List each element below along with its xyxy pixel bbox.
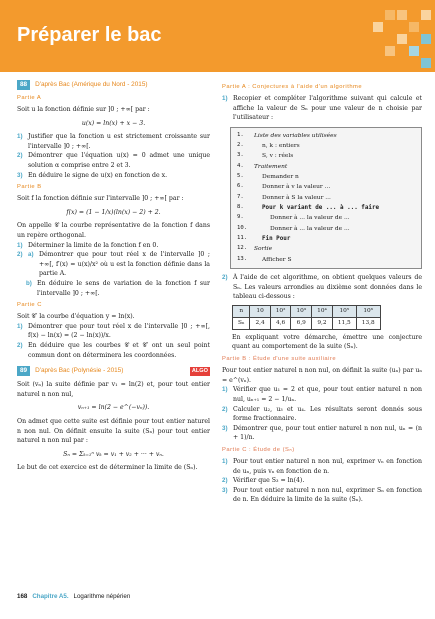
question-1: 1) Vérifier que u₁ = 2 et que, pour tout entier naturel n non nul, uₙ₊₁ = 2 − 1/uₙ. [222, 386, 422, 403]
question-1: 1) Déterminer la limite de la fonction f en 0. [17, 241, 159, 249]
grid-decoration [335, 0, 435, 72]
table-row: n 10 10² 10³ 10⁴ 10⁵ 10⁶ [233, 305, 381, 317]
intro-text: Soit 𝒞′ la courbe d'équation y = ln(x). [17, 313, 135, 321]
algo-line: 6. Donner à v la valeur ... [237, 183, 331, 191]
intro-text: Soit f la fonction définie sur l'intervalle ]0 ; +∞[ par : [17, 195, 184, 203]
page-header [0, 0, 435, 72]
exercise-88-header [17, 80, 210, 90]
question-1: 1) Recopier et compléter l'algorithme suivant qui calcule et affiche la valeur de Sₙ pour une valeur de n choisie par l'utilisateur : [222, 94, 422, 122]
part-b-heading: Partie B : Étude d'une suite auxiliaire [222, 356, 337, 363]
algo-line: 12. Sortie [237, 245, 273, 253]
algo-line: 11. Fin Pour [237, 235, 291, 243]
equation: f(x) = (1 − 1/x)(ln(x) − 2) + 2. [66, 208, 161, 216]
exercise-89-header [17, 366, 210, 376]
page-number: 168 [17, 593, 28, 600]
algo-line: 7. Donner à S la valeur ... [237, 193, 331, 201]
page-title: Préparer le bac [17, 24, 162, 46]
equation: Sₙ = Σₖ₌₁ⁿ vₖ = v₁ + v₂ + ··· + vₙ. [63, 450, 164, 458]
values-table [232, 305, 381, 330]
algorithm-box [230, 127, 422, 269]
question-2: 2) En déduire que les courbes 𝒞 et 𝒞′ ont un seul point commun dont on déterminera les coordonnées. [17, 342, 210, 359]
algo-line: 13. Afficher S [237, 255, 292, 263]
page-footer [17, 593, 130, 600]
equation: vₙ₊₁ = ln(2 − e^(−vₙ)). [77, 404, 150, 412]
question-1: 1) Pour tout entier naturel n non nul, exprimer vₙ en fonction de uₙ, puis vₙ en fonction de n. [222, 457, 422, 475]
algo-line: 5. Demander n [237, 173, 299, 181]
part-b-heading: Partie B [17, 184, 42, 191]
algo-line: 2. n, k : entiers [237, 142, 300, 150]
algo-line: 10. Donner à ... la valeur de ... [237, 224, 350, 232]
chapter-title: Logarithme népérien [73, 593, 131, 600]
body-text: En expliquant votre démarche, émettre une conjecture quant au comportement de la suite (Sₙ). [232, 333, 422, 351]
question-2: 2) À l'aide de cet algorithme, on obtient quelques valeurs de Sₙ. Les valeurs arrondies au dixième sont données dans le tableau ci-dessous : [222, 274, 422, 301]
goal-text: Le but de cet exercice est de déterminer la limite de (Sₙ). [17, 464, 198, 472]
part-a-heading: Partie A : Conjectures à l'aide d'un algorithme [222, 84, 363, 90]
exercise-title: D'après Bac (Polynésie - 2015) [35, 367, 124, 375]
algo-line: 8. Pour k variant de ... à ... faire [237, 204, 380, 212]
exercise-number: 89 [17, 366, 30, 376]
part-c-heading: Partie C : Étude de (Sₙ) [222, 446, 295, 453]
chapter-label: Chapitre A5. [32, 593, 69, 600]
question-1: 1) Justifier que la fonction u est strictement croissante sur l'intervalle ]0 ; +∞[. [17, 133, 210, 150]
question-2b: b) En déduire le sens de variation de la fonction f sur l'intervalle ]0 ; +∞[. [26, 280, 210, 297]
exercise-number: 88 [17, 80, 30, 90]
body-text: On admet que cette suite est définie pour tout entier naturel n non nul. On définit ensuite la suite (Sₙ) pour tout entier naturel n non nul par : [17, 418, 210, 445]
question-3: 3) En déduire le signe de u(x) en fonction de x. [17, 171, 168, 179]
algo-line: 1. Liste des variables utilisées [237, 131, 337, 139]
exercise-title: D'après Bac (Amérique du Nord - 2015) [35, 81, 148, 88]
algo-line: 4. Traitement [237, 162, 288, 170]
equation: u(x) = ln(x) + x − 3. [81, 119, 146, 127]
left-column [17, 80, 210, 473]
intro-text: Soit u la fonction définie sur ]0 ; +∞[ par : [17, 105, 150, 113]
algo-badge: ALGO [191, 367, 208, 374]
question-3: 3) Pour tout entier naturel n non nul, exprimer Sₙ en fonction de n. En déduire la limite de la suite (Sₙ). [222, 486, 422, 504]
table-row: Sₙ 2,4 4,6 6,9 9,2 11,5 13,8 [233, 317, 381, 329]
intro-text: Soit (vₙ) la suite définie par v₁ = ln(2) et, pour tout entier naturel n non nul, [17, 381, 210, 398]
part-a-heading: Partie A [17, 94, 42, 101]
right-column [222, 80, 422, 505]
question-2a: 2) a) Démontrer que pour tout réel x de l'intervalle ]0 ; +∞[, f′(x) = u(x)/x² où u est la fonction définie dans la partie A. [17, 251, 210, 278]
question-1: 1) Démontrer que pour tout réel x de l'intervalle ]0 ; +∞[, f(x) − ln(x) = (2 − ln(x))/x. [17, 322, 210, 340]
part-c-heading: Partie C [17, 302, 42, 309]
body-text: On appelle 𝒞 la courbe représentative de la fonction f dans un repère orthogonal. [17, 222, 210, 239]
question-2: 2) Calculer u₂, u₃ et u₄. Les résultats seront donnés sous forme fractionnaire. [222, 405, 422, 423]
algo-line: 9. Donner à ... la valeur de ... [237, 214, 350, 222]
question-2: 2) Vérifier que S₃ = ln(4). [222, 477, 305, 485]
algo-line: 3. S, v : réels [237, 152, 294, 160]
question-3: 3) Démontrer que, pour tout entier naturel n non nul, uₙ = (n + 1)/n. [222, 424, 422, 442]
intro-text: Pour tout entier naturel n non nul, on définit la suite (uₙ) par uₙ = e^(vₙ). [222, 367, 422, 384]
question-2: 2) Démontrer que l'équation u(x) = 0 admet une unique solution α comprise entre 2 et 3. [17, 152, 210, 169]
